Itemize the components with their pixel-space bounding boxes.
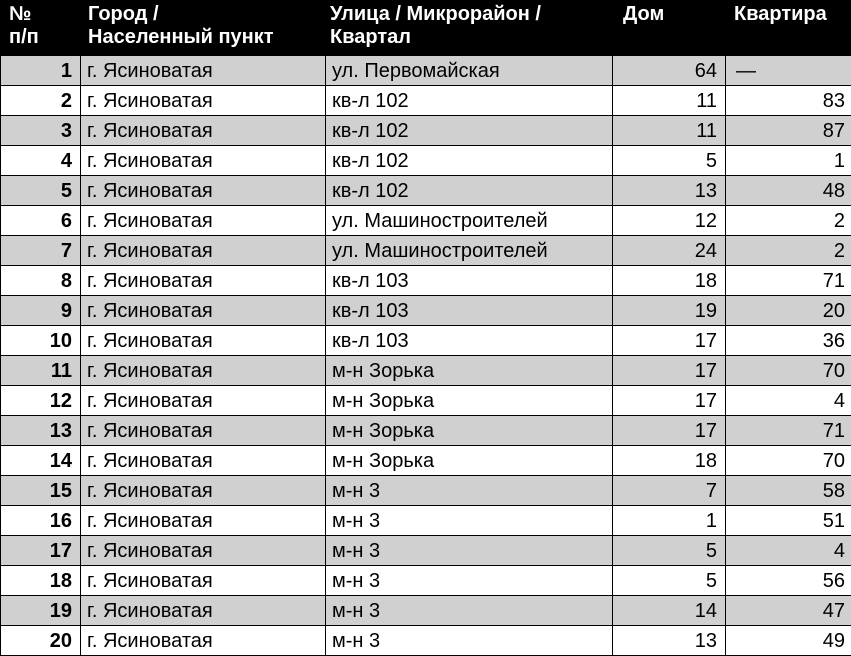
row-number-cell: 12 [1,386,81,416]
row-number-cell: 14 [1,446,81,476]
table-row [1,116,851,146]
table-row [1,86,851,116]
city-cell: г. Ясиноватая [81,476,326,506]
house-cell: 17 [613,416,726,446]
city-cell: г. Ясиноватая [81,86,326,116]
row-number-cell: 10 [1,326,81,356]
apartment-cell: 20 [726,296,851,326]
row-number-cell: 20 [1,626,81,656]
header-apartment [726,1,851,56]
street-cell: кв-л 102 [326,176,613,206]
street-cell: м-н Зорька [326,446,613,476]
house-cell: 7 [613,476,726,506]
apartment-cell: 87 [726,116,851,146]
city-cell: г. Ясиноватая [81,626,326,656]
row-number-cell: 1 [1,56,81,86]
city-cell: г. Ясиноватая [81,506,326,536]
house-cell: 17 [613,356,726,386]
apartment-cell: 83 [726,86,851,116]
house-cell: 5 [613,536,726,566]
table-row [1,236,851,266]
apartment-cell: 70 [726,356,851,386]
table-body [1,56,851,656]
header-number-line1: № [9,3,76,26]
table-row [1,326,851,356]
city-cell: г. Ясиноватая [81,446,326,476]
header-apartment-label: Квартира [734,3,847,26]
row-number-cell: 4 [1,146,81,176]
row-number-cell: 6 [1,206,81,236]
row-number-cell: 17 [1,536,81,566]
street-cell: ул. Первомайская [326,56,613,86]
apartment-cell: 47 [726,596,851,626]
header-house-label: Дом [623,3,721,26]
house-cell: 14 [613,596,726,626]
row-number-cell: 18 [1,566,81,596]
street-cell: м-н 3 [326,536,613,566]
table-row [1,626,851,656]
table-row [1,416,851,446]
apartment-cell: 51 [726,506,851,536]
apartment-cell: 71 [726,266,851,296]
house-cell: 5 [613,146,726,176]
house-cell: 18 [613,446,726,476]
apartment-cell: 49 [726,626,851,656]
apartment-cell: 4 [726,536,851,566]
city-cell: г. Ясиноватая [81,296,326,326]
header-city [81,1,326,56]
city-cell: г. Ясиноватая [81,266,326,296]
street-cell: ул. Машиностроителей [326,236,613,266]
row-number-cell: 16 [1,506,81,536]
house-cell: 64 [613,56,726,86]
header-city-line2: Населенный пункт [88,26,321,49]
table-row [1,536,851,566]
street-cell: кв-л 103 [326,266,613,296]
city-cell: г. Ясиноватая [81,536,326,566]
row-number-cell: 11 [1,356,81,386]
city-cell: г. Ясиноватая [81,236,326,266]
table-row [1,356,851,386]
house-cell: 13 [613,626,726,656]
house-cell: 11 [613,86,726,116]
row-number-cell: 8 [1,266,81,296]
apartment-cell: 70 [726,446,851,476]
street-cell: м-н 3 [326,476,613,506]
apartment-cell: 71 [726,416,851,446]
street-cell: м-н 3 [326,596,613,626]
apartment-cell: 1 [726,146,851,176]
house-cell: 18 [613,266,726,296]
street-cell: м-н 3 [326,506,613,536]
street-cell: м-н 3 [326,626,613,656]
house-cell: 12 [613,206,726,236]
city-cell: г. Ясиноватая [81,596,326,626]
street-cell: кв-л 102 [326,86,613,116]
street-cell: м-н Зорька [326,416,613,446]
table-header [1,1,851,56]
table-row [1,386,851,416]
street-cell: кв-л 103 [326,296,613,326]
house-cell: 17 [613,386,726,416]
house-cell: 13 [613,176,726,206]
header-street-line2: Квартал [330,26,608,49]
house-cell: 5 [613,566,726,596]
table-row [1,506,851,536]
city-cell: г. Ясиноватая [81,176,326,206]
apartment-cell: 2 [726,206,851,236]
row-number-cell: 7 [1,236,81,266]
apartment-cell: 58 [726,476,851,506]
apartment-cell: — [726,56,851,86]
street-cell: м-н Зорька [326,356,613,386]
header-number-line2: п/п [9,26,76,49]
house-cell: 19 [613,296,726,326]
table-row [1,176,851,206]
row-number-cell: 3 [1,116,81,146]
house-cell: 24 [613,236,726,266]
header-city-line1: Город / [88,3,321,26]
row-number-cell: 9 [1,296,81,326]
table-row [1,56,851,86]
row-number-cell: 19 [1,596,81,626]
table-row [1,146,851,176]
city-cell: г. Ясиноватая [81,416,326,446]
table-row [1,266,851,296]
header-street [326,1,613,56]
apartment-cell: 4 [726,386,851,416]
street-cell: м-н 3 [326,566,613,596]
apartment-cell: 56 [726,566,851,596]
row-number-cell: 2 [1,86,81,116]
header-number [1,1,81,56]
city-cell: г. Ясиноватая [81,56,326,86]
table-row [1,476,851,506]
table-row [1,206,851,236]
header-street-line1: Улица / Микрорайон / [330,3,608,26]
header-row [1,1,851,56]
city-cell: г. Ясиноватая [81,566,326,596]
table-row [1,446,851,476]
apartment-cell: 2 [726,236,851,266]
apartment-cell: 36 [726,326,851,356]
row-number-cell: 13 [1,416,81,446]
row-number-cell: 5 [1,176,81,206]
city-cell: г. Ясиноватая [81,206,326,236]
street-cell: кв-л 103 [326,326,613,356]
city-cell: г. Ясиноватая [81,116,326,146]
table-row [1,566,851,596]
table-row [1,296,851,326]
city-cell: г. Ясиноватая [81,356,326,386]
street-cell: кв-л 102 [326,146,613,176]
row-number-cell: 15 [1,476,81,506]
city-cell: г. Ясиноватая [81,386,326,416]
apartment-cell: 48 [726,176,851,206]
header-house [613,1,726,56]
house-cell: 17 [613,326,726,356]
table-row [1,596,851,626]
house-cell: 11 [613,116,726,146]
street-cell: м-н Зорька [326,386,613,416]
street-cell: ул. Машиностроителей [326,206,613,236]
city-cell: г. Ясиноватая [81,326,326,356]
house-cell: 1 [613,506,726,536]
city-cell: г. Ясиноватая [81,146,326,176]
street-cell: кв-л 102 [326,116,613,146]
